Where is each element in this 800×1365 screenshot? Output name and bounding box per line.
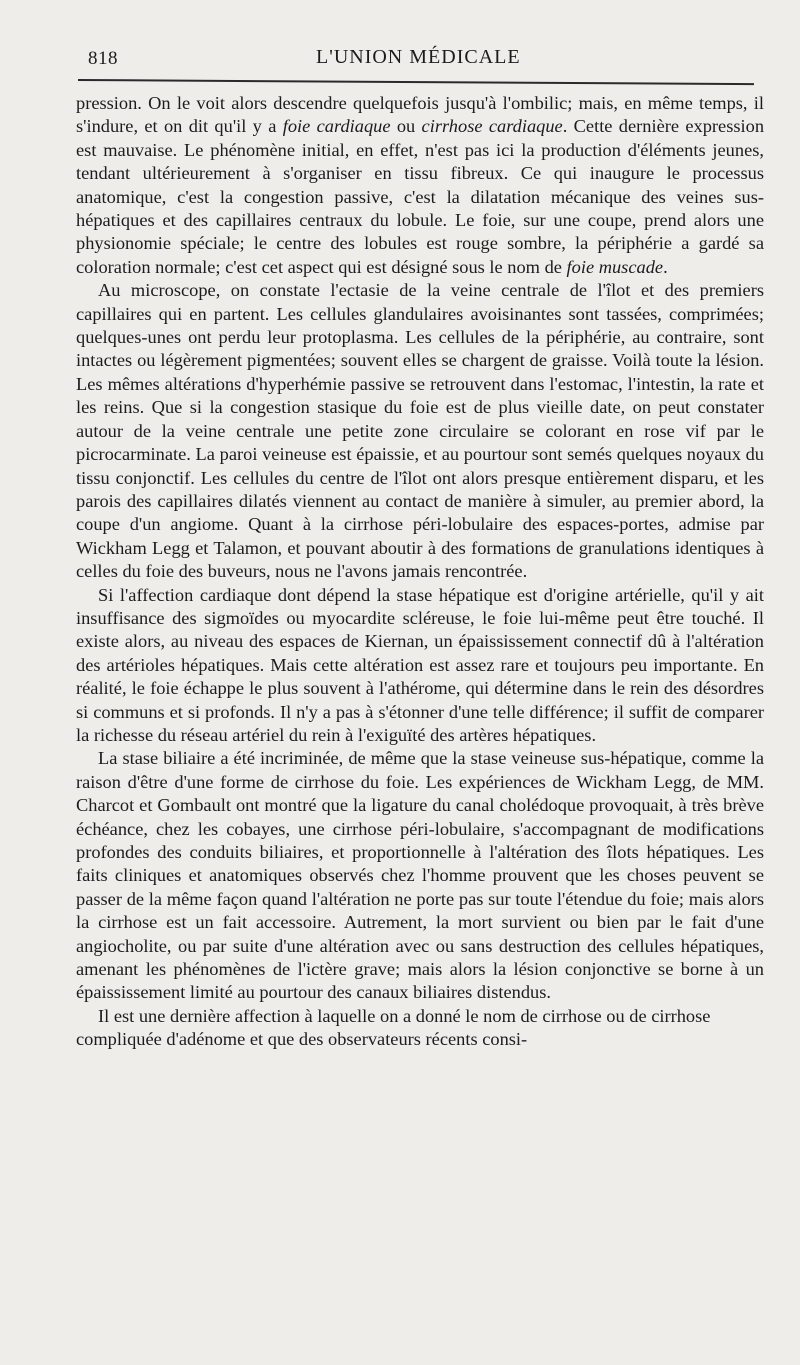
text-run: . [663,256,668,277]
paragraph-p3 [76,747,764,1004]
paragraph-p2 [76,584,764,748]
text-run: ou [390,116,422,137]
body-text [76,92,764,1052]
page-number: 818 [88,48,118,69]
text-run: La stase biliaire a été incriminée, de même que la stase veineuse sus-hépatique, comme la raison d'être d'une forme de cirrhose du foie. Les expériences de Wickham Legg, de MM. Charcot et Gombault ont montré que la ligature du canal cholédoque provoquait, à très brève échéance, chez les cobayes, une cirrhose péri-lobulaire, s'accompagnant de modifications profondes des conduits biliaires, et proportionnelle à l'altération des îlots hépatiques. Les faits cliniques et anatomiques observés chez l'homme prouvent que les choses peuvent se passer de la même façon quand l'altération ne porte pas sur toute l'étendue du foie; mais alors la cirrhose est un fait accessoire. Autrement, la mort survient ou bien par le fait d'une angiocholite, ou par suite d'une altération avec ou sans destruction des cellules hépatiques, amenant les phénomènes de l'ictère grave; mais alors la lésion conjonctive se borne à un épaississement limité au pourtour des canaux biliaires distendus. [76,748,764,1003]
text-run: pression. On le voit alors descendre quelquefois jusqu'à l'ombilic; mais, en même temps, il s'indure, et on dit qu'il y a [76,93,764,137]
running-header [78,44,760,74]
text-run: . Cette dernière expression est mauvaise. Le phénomène initial, en effet, n'est pas ici la production d'éléments jeunes, tendant ultérieurement à s'organiser en tissu fibreux. Ce qui inaugure le processus anatomique, c'est la congestion passive, c'est la dilatation mécanique des veines sus-hépatiques et des capillaires centraux du lobule. Le foie, sur une coupe, prend alors une physionomie spéciale; le centre des lobules est rouge sombre, la périphérie a gardé sa coloration normale; c'est cet aspect qui est désigné sous le nom de [76,116,765,277]
italic-term: foie cardiaque [282,116,391,137]
paragraph-p1 [76,279,764,583]
header-rule [78,79,754,85]
paragraph-p0 [76,92,764,279]
text-run: Au microscope, on constate l'ectasie de la veine centrale de l'îlot et des premiers capillaires qui en partent. Les cellules glandulaires avoisinantes sont tassées, comprimées; quelques-unes ont perdu leur protoplasma. Les cellules de la périphérie, au contraire, sont intactes ou légèrement pigmentées; souvent elles se chargent de graisse. Voilà toute la lésion. Les mêmes altérations d'hyperhémie passive se retrouvent dans l'estomac, l'intestin, la rate et les reins. Que si la congestion stasique du foie est de plus vieille date, on peut constater autour de la veine centrale une petite zone circulaire se colorant en rose vif par le picrocarminate. La paroi veineuse est épaissie, et au pourtour sont semés quelques noyaux du tissu conjonctif. Les cellules du centre de l'îlot ont alors presque entièrement disparu, et les parois des capillaires dilatés viennent au contact de manière à simuler, au premier abord, la coupe d'un angiome. Quant à la cirrhose péri-lobulaire des espaces-portes, admise par Wickham Legg et Talamon, et pouvant aboutir à des formations de granulations identiques à celles du foie des buveurs, nous ne l'avons jamais rencontrée. [76,280,764,582]
paragraph-p4 [76,1005,764,1052]
italic-term: foie muscade [566,256,664,277]
italic-term: cirrhose cardiaque [421,116,563,137]
text-run: Il est une dernière affection à laquelle on a donné le nom de cirrhose ou de cirrhose compliquée d'adénome et que des observateurs récents consi- [76,1005,711,1050]
journal-title: L'UNION MÉDICALE [316,46,521,68]
text-run: Si l'affection cardiaque dont dépend la stase hépatique est d'origine artérielle, qu'il y ait insuffisance des sigmoïdes ou myocardite scléreuse, le foie lui-même peut être touché. Il existe alors, au niveau des espaces de Kiernan, un épaississement connectif dû à l'altération des artérioles hépatiques. Mais cette altération est assez rare et toujours peu importante. En réalité, le foie échappe le plus souvent à l'athérome, qui détermine dans le rein des désordres si communs et si profonds. Il n'y a pas à s'étonner d'une telle différence; il suffit de comparer la richesse du réseau artériel du rein à l'exiguïté des artères hépatiques. [76,584,764,745]
